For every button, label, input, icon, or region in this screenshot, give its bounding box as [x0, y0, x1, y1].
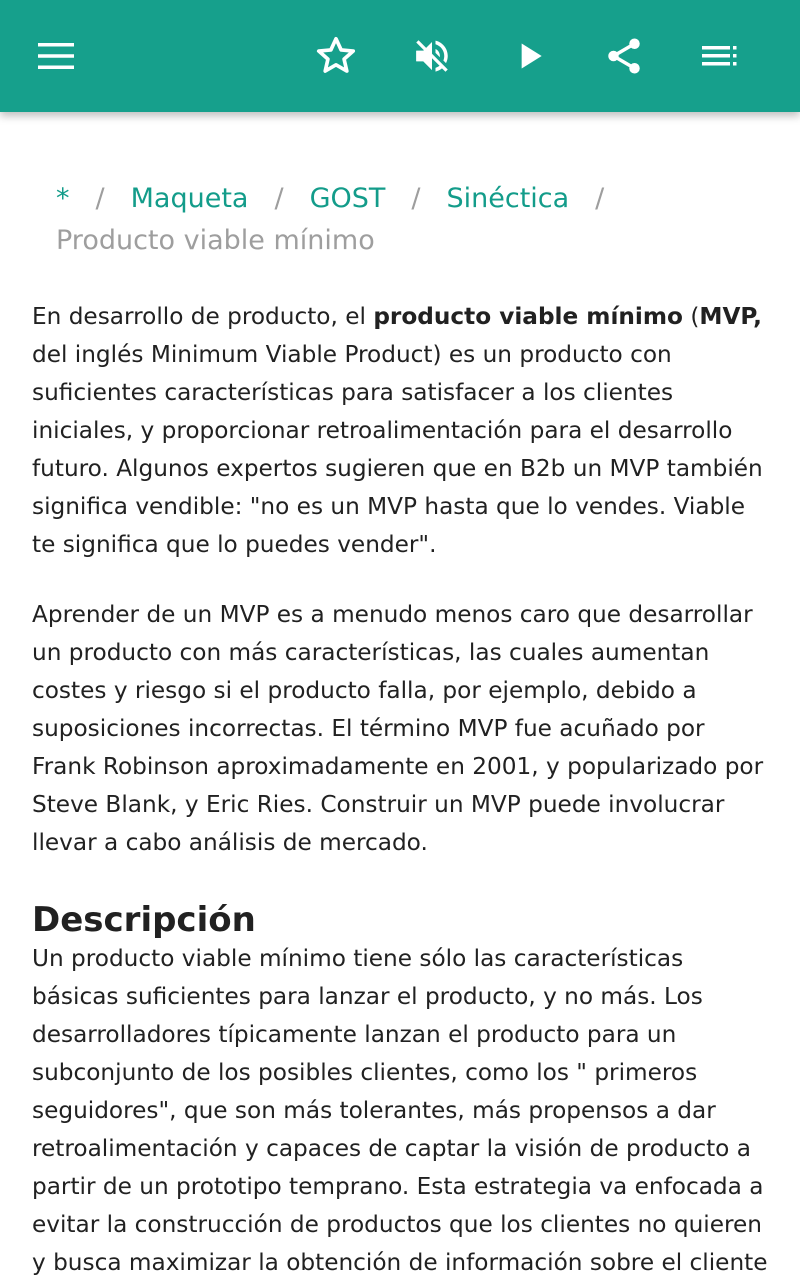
article-body — [32, 298, 772, 1280]
paragraph-description: Un producto viable mínimo tiene sólo las características básicas suficientes para lanzar el producto, y no más. Los desarrolladores típicamente lanzan el producto para un subconjunto de los posibles clientes, como los " primeros seguidores", que son más tolerantes, más propensos a dar retroalimentación y capaces de captar la visión de producto a partir de un prototipo temprano. Esta estrategia va enfocada a evitar la construcción de productos que los clientes no quieren y busca maximizar la obtención de información sobre el cliente — [32, 945, 768, 1276]
breadcrumb-separator: / — [595, 183, 605, 214]
text: En desarrollo de producto, el — [32, 303, 374, 330]
bold-term: producto viable mínimo — [373, 303, 683, 330]
breadcrumb-item-sinectica[interactable]: Sinéctica — [446, 183, 570, 214]
app-toolbar — [0, 0, 800, 112]
favorite-button[interactable] — [308, 28, 364, 84]
breadcrumb-item-maqueta[interactable]: Maqueta — [130, 183, 249, 214]
breadcrumb-current-page: Producto viable mínimo — [56, 225, 375, 256]
star-outline-icon — [314, 34, 358, 78]
text: del inglés Minimum Viable Product) es un producto con suficientes características para satisfacer a los clientes iniciales, y proporcionar retroalimentación para el desarrollo futuro. Algunos expertos sugieren que en B2b un MVP también significa vendible: "no es un MVP hasta que lo vendes. Viable te significa que lo puedes vender". — [32, 341, 763, 558]
share-button[interactable] — [596, 28, 652, 84]
playlist-button[interactable] — [692, 28, 748, 84]
play-icon — [510, 36, 550, 76]
breadcrumb-separator: / — [274, 183, 284, 214]
menu-button[interactable] — [28, 28, 84, 84]
playlist-icon — [700, 36, 740, 76]
play-button[interactable] — [502, 28, 558, 84]
breadcrumb-separator: / — [95, 183, 105, 214]
section-heading: Descripción — [32, 900, 256, 940]
breadcrumb-item-home[interactable]: * — [56, 183, 70, 214]
share-icon — [603, 35, 645, 77]
paragraph-intro — [32, 298, 772, 564]
breadcrumb-item-gost[interactable]: GOST — [309, 183, 386, 214]
paragraph-history: Aprender de un MVP es a menudo menos caro que desarrollar un producto con más características, las cuales aumentan costes y riesgo si el producto falla, por ejemplo, debido a suposiciones incorrectas. El término MVP fue acuñado por Frank Robinson aproximadamente en 2001, y popularizado por Steve Blank, y Eric Ries. Construir un MVP puede involucrar llevar a cabo análisis de mercado. — [32, 601, 764, 856]
mute-button[interactable] — [404, 28, 460, 84]
breadcrumb — [56, 178, 756, 262]
hamburger-menu-icon — [36, 36, 76, 76]
article-content[interactable] — [0, 112, 800, 1280]
bold-acronym: MVP, — [699, 303, 762, 330]
breadcrumb-separator: / — [411, 183, 421, 214]
volume-off-icon — [411, 35, 453, 77]
text: ( — [682, 303, 700, 330]
